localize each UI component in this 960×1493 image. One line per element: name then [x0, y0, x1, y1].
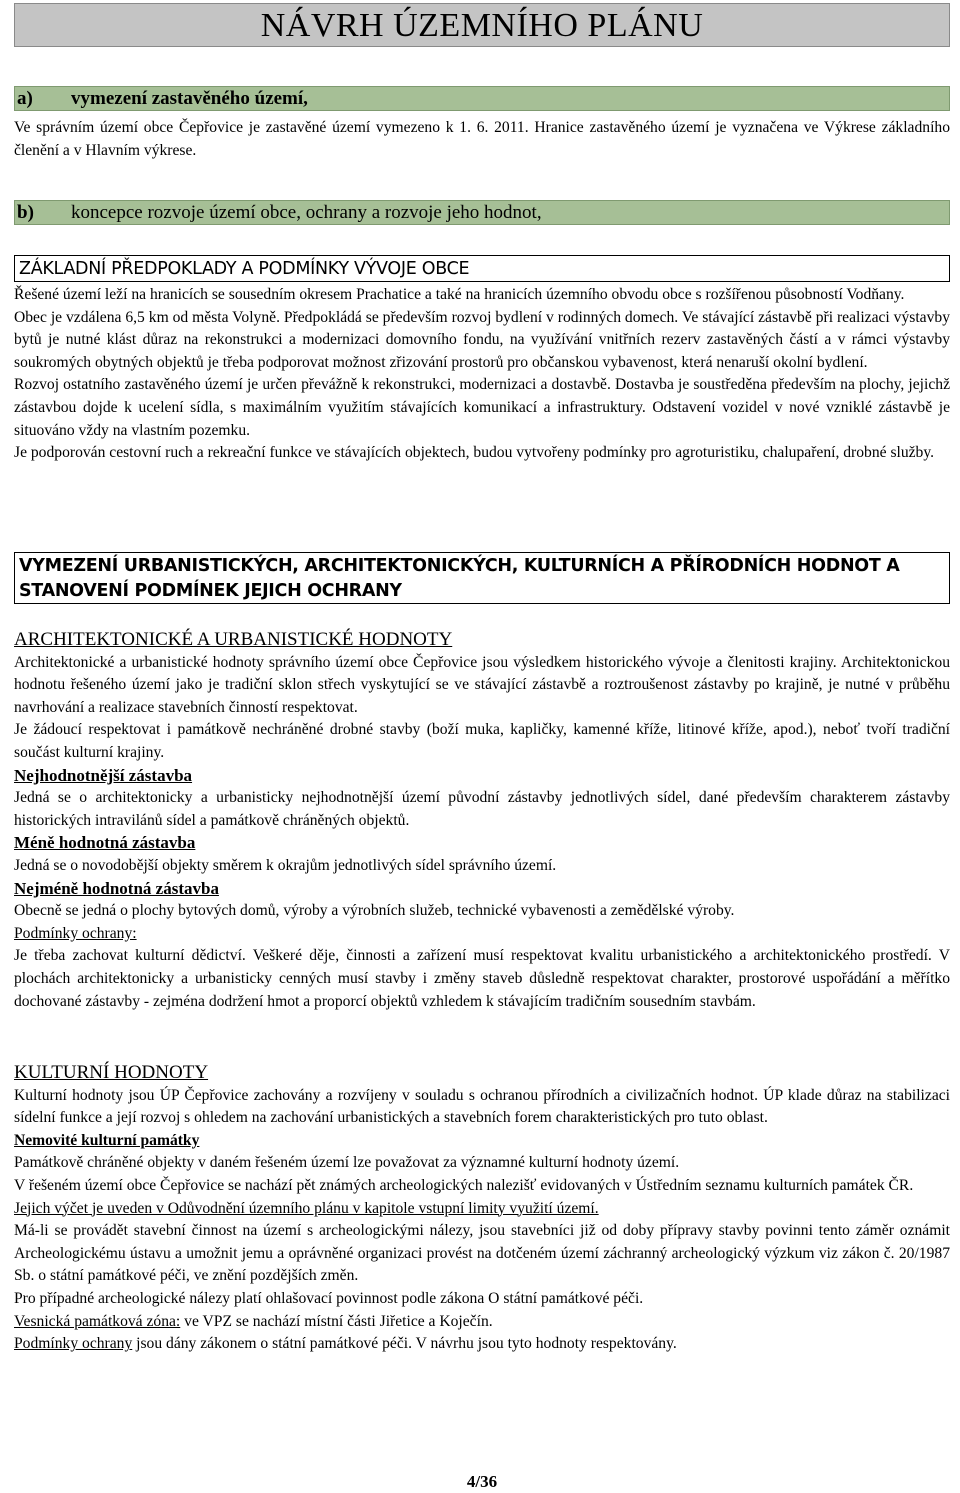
kult-p6: Pro případné archeologické nálezy platí ohlašovací povinnost podle zákona O státní památkové péči. [14, 1289, 644, 1307]
page-number: 4/36 [466, 1472, 498, 1491]
kult-vpz [14, 1311, 950, 1334]
document-title: NÁVRH ÚZEMNÍHO PLÁNU [14, 3, 950, 47]
zaklad-p3: Rozvoj ostatního zastavěného území je určen převážně k rekonstrukci, modernizaci a dostavbě. Dostavba je soustředěna především na plochy, jejichž zástavbou dojde k ucelení sídla, s maximálním využitím stávajících komunikací a infrastruktury. Odstavení vozidel v nové vzniklé zástavbě je situováno vždy na vlastním pozemku. [14, 376, 950, 439]
section-a-letter: a) [17, 88, 33, 109]
zaklad-heading: ZÁKLADNÍ PŘEDPOKLADY A PODMÍNKY VÝVOJE OBCE [19, 259, 470, 279]
arch-least-heading: Nejméně hodnotná zástavba [14, 878, 219, 898]
zaklad-p4: Je podporován cestovní ruch a rekreační funkce ve stávajících objektech, budou vytvořeny podmínky pro agroturistiku, chalupaření, drobné služby. [14, 444, 935, 462]
kult-section [14, 1062, 950, 1356]
kult-p2: Památkově chráněné objekty v daném řešeném území lze považovat za významné kulturní hodnoty území. [14, 1154, 680, 1172]
section-b-letter: b) [17, 202, 34, 223]
kult-po-text: jsou dány zákonem o státní památkové péči. V návrhu jsou tyto hodnoty respektovány. [132, 1335, 677, 1353]
kult-po-label: Podmínky ochrany [14, 1335, 133, 1353]
arch-less-text: Jedná se o novodobější objekty směrem k okrajům jednotlivých sídel správního území. [14, 856, 557, 874]
section-b-header [14, 200, 950, 225]
section-a-text: Ve správním území obce Čepřovice je zastavěné území vymezeno k 1. 6. 2011. Hranice zastavěného území je vyznačena ve Výkrese základního členění a v Hlavním výkrese. [14, 119, 950, 159]
zaklad-p2: Obec je vzdálena 6,5 km od města Volyně. Předpokládá se především rozvoj bydlení v rodinných domech. Ve stávající zástavbě při realizaci výstavby bytů je nutné klást důraz na rekonstrukci a modernizaci domovního fondu, na využívání vnitřních rezerv zastavěných částí a v rámci výstavby soukromých obytných objektů je třeba podporovat možnost zřizování prostorů pro občanskou vybavenost, která nenaruší okolní bydlení. [14, 308, 950, 371]
arch-less-heading: Méně hodnotná zástavba [14, 833, 196, 853]
zaklad-p1: Řešené území leží na hranicích se sousedním okresem Prachatice a také na hranicích územního obvodu obce s rozšířenou působností Vodňany. [14, 286, 905, 303]
zaklad-heading-frame [14, 255, 950, 282]
kult-nem-heading: Nemovité kulturní památky [14, 1131, 200, 1149]
arch-p1: Architektonické a urbanistické hodnoty správního území obce Čepřovice jsou výsledkem historického vývoje a členitosti krajiny. Architektonickou hodnotu řešeného území jako je tradiční sklon střech vyskytující se ve stávající zástavbě a roztroušenost zástavby po krajině, je nutné v průběhu navrhování a realizace stavebních činností respektovat. [14, 653, 950, 716]
arch-cond-text: Je třeba zachovat kulturní dědictví. Veškeré děje, činnosti a zařízení musí respektovat kvalitu urbanistického a architektonického prostředí. V plochách architektonicky a urbanisticky cenných musí stavby i změny staveb důsledně respektovat charakter, prostorové uspořádání a měřítko dochované zástavby - zejména dodržení hmot a proporcí objektů vzhledem k stávajícím tradičním sousedním stavbám. [14, 947, 950, 1010]
arch-least-text: Obecně se jedná o plochy bytových domů, výroby a výrobních služeb, technické vybavenosti a zemědělské výroby. [14, 902, 735, 920]
section-a-header [14, 86, 950, 111]
zaklad-body [14, 284, 950, 465]
kult-vpz-text: ve VPZ se nachází místní části Jiřetice a Koječín. [180, 1312, 493, 1330]
arch-p2: Je žádoucí respektovat i památkově nechráněné drobné stavby (boží muka, kapličky, kamenné kříže, litinové kříže, apod.), neboť tvoří tradiční součást kulturní krajiny. [14, 721, 950, 761]
vymezeni-heading: VYMEZENÍ URBANISTICKÝCH, ARCHITEKTONICKÝCH, KULTURNÍCH A PŘÍRODNÍCH HODNOT A STANOVENÍ PODMÍNEK JEJICH OCHRANY [19, 556, 900, 601]
arch-section [14, 629, 950, 1013]
section-a-title: vymezení zastavěného území, [71, 88, 308, 109]
arch-heading: ARCHITEKTONICKÉ A URBANISTICKÉ HODNOTY [14, 629, 453, 650]
section-a-body [14, 117, 950, 162]
section-b-title: koncepce rozvoje území obce, ochrany a rozvoje jeho hodnot, [71, 202, 542, 223]
arch-most-text: Jedná se o architektonicky a urbanisticky nejhodnotnější území původní zástavby jednotlivých sídel, dané především charakterem zástavby historických intravilánů sídel a památkově chráněných objektů. [14, 789, 950, 829]
kult-vpz-label: Vesnická památková zóna: [14, 1312, 181, 1330]
kult-p5: Má-li se provádět stavební činnost na území s archeologickými nálezy, jsou stavebníci již od doby přípravy stavby povinni tento záměr oznámit Archeologickému ústavu a umožnit jemu a oprávněné organizaci provést na dotčeném území záchranný archeologický výzkum viz zákon č. 20/1987 Sb. o státní památkové péči, ve znění pozdějších změn. [14, 1222, 950, 1285]
arch-cond-heading: Podmínky ochrany: [14, 924, 137, 942]
kult-p1: Kulturní hodnoty jsou ÚP Čepřovice zachovány a rozvíjeny v souladu s ochranou přírodních a civilizačních hodnot. ÚP klade důraz na stabilizaci sídelní funkce a její rozvoj s ohledem na zachování urbanistických a stavebních forem charakteristických pro tuto oblast. [14, 1086, 950, 1127]
kult-p3: V řešeném území obce Čepřovice se nachází pět známých archeologických nalezišť evidovaných v Ústředním seznamu kulturních památek ČR. [14, 1176, 914, 1194]
kult-p4: Jejich výčet je uveden v Odůvodnění územního plánu v kapitole vstupní limity využití území. [14, 1199, 599, 1217]
kult-po [14, 1333, 950, 1356]
kult-heading: KULTURNÍ HODNOTY [14, 1062, 209, 1083]
vymezeni-heading-frame [14, 552, 950, 604]
arch-most-heading: Nejhodnotnější zástavba [14, 765, 193, 785]
